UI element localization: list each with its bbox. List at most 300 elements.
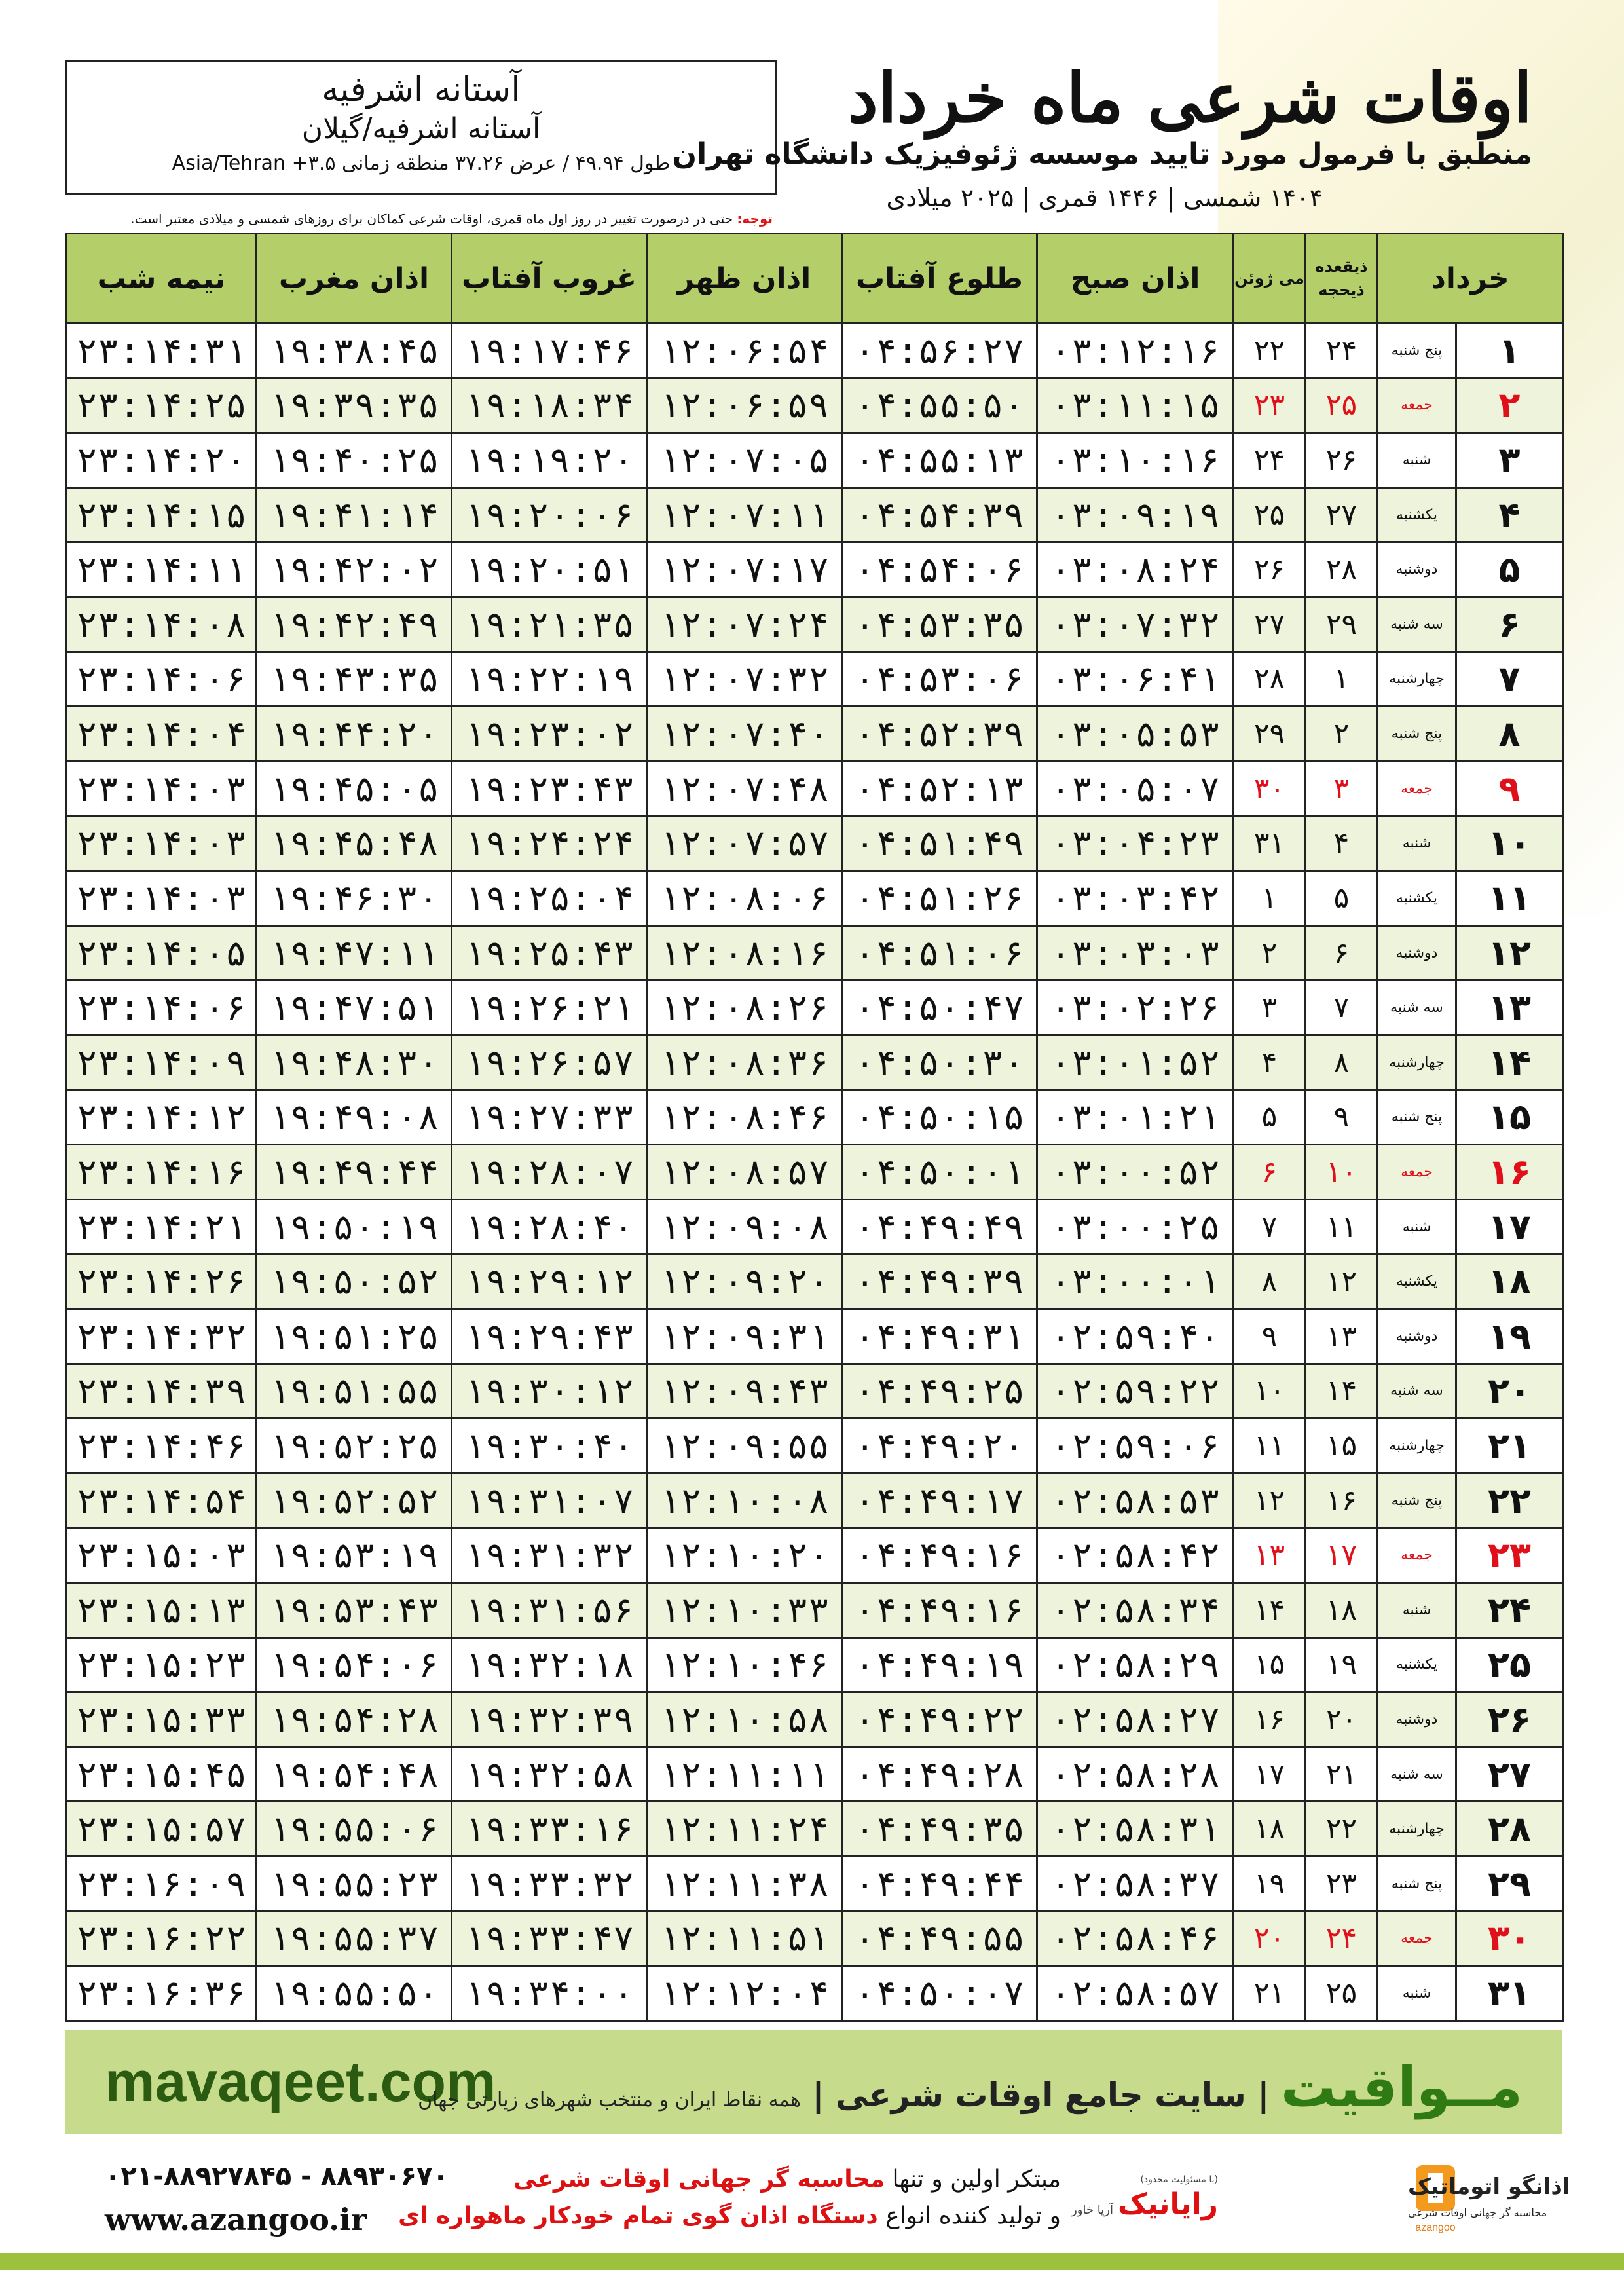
contact-phone: ۰۲۱-۸۸۹۲۷۸۴۵ - ۸۸۹۳۰۶۷۰ <box>105 2161 449 2191</box>
sunrise-cell: ۰۴:۴۹:۲۰ <box>842 1419 1037 1474</box>
greg-cell: ۱۷ <box>1234 1747 1306 1802</box>
weekday-cell: پنج شنبه <box>1378 1090 1456 1145</box>
logo-b-small: (با مسئولیت محدود) <box>1140 2174 1218 2185</box>
hijri-cell: ۱۶ <box>1306 1473 1378 1528</box>
sunrise-cell: ۰۴:۵۱:۲۶ <box>842 871 1037 926</box>
fajr-cell: ۰۲:۵۹:۲۲ <box>1037 1364 1234 1419</box>
dhuhr-cell: ۱۲:۰۶:۵۴ <box>647 324 842 379</box>
sunrise-cell: ۰۴:۵۶:۲۷ <box>842 324 1037 379</box>
sunrise-cell: ۰۴:۵۳:۰۶ <box>842 652 1037 707</box>
header-fajr: اذان صبح <box>1037 234 1234 324</box>
day-cell: ۳۰ <box>1456 1911 1563 1966</box>
midnight-cell: ۲۳:۱۴:۱۲ <box>67 1090 257 1145</box>
hijri-cell: ۲۸ <box>1306 542 1378 597</box>
sunset-cell: ۱۹:۲۳:۴۳ <box>452 761 647 816</box>
fajr-cell: ۰۳:۰۱:۵۲ <box>1037 1035 1234 1090</box>
hijri-cell: ۱۵ <box>1306 1419 1378 1474</box>
maghrib-cell: ۱۹:۴۵:۰۵ <box>257 761 452 816</box>
day-cell: ۱۷ <box>1456 1199 1563 1254</box>
day-cell: ۲۷ <box>1456 1747 1563 1802</box>
day-cell: ۱۲ <box>1456 925 1563 980</box>
greg-cell: ۱۱ <box>1234 1419 1306 1474</box>
prayer-times-table <box>65 233 1564 2022</box>
greg-cell: ۱ <box>1234 871 1306 926</box>
weekday-cell: جمعه <box>1378 1911 1456 1966</box>
weekday-cell: جمعه <box>1378 761 1456 816</box>
fajr-cell: ۰۲:۵۸:۲۸ <box>1037 1747 1234 1802</box>
weekday-cell: یکشنبه <box>1378 871 1456 926</box>
day-cell: ۲۴ <box>1456 1583 1563 1638</box>
hijri-cell: ۱۱ <box>1306 1199 1378 1254</box>
maghrib-cell: ۱۹:۵۱:۵۵ <box>257 1364 452 1419</box>
sunrise-cell: ۰۴:۴۹:۱۶ <box>842 1528 1037 1583</box>
greg-cell: ۲۶ <box>1234 542 1306 597</box>
sunset-cell: ۱۹:۲۶:۵۷ <box>452 1035 647 1090</box>
greg-cell: ۱۶ <box>1234 1692 1306 1747</box>
sunset-cell: ۱۹:۲۸:۰۷ <box>452 1145 647 1200</box>
footer-banner <box>65 2030 1562 2134</box>
hijri-cell: ۲۰ <box>1306 1692 1378 1747</box>
midnight-cell: ۲۳:۱۴:۲۶ <box>67 1254 257 1309</box>
day-cell: ۱۴ <box>1456 1035 1563 1090</box>
midnight-cell: ۲۳:۱۴:۱۱ <box>67 542 257 597</box>
table-row <box>67 1528 1563 1583</box>
sunrise-cell: ۰۴:۴۹:۱۶ <box>842 1583 1037 1638</box>
hijri-cell: ۵ <box>1306 871 1378 926</box>
sunrise-cell: ۰۴:۵۰:۰۷ <box>842 1966 1037 2021</box>
day-cell: ۱۸ <box>1456 1254 1563 1309</box>
hijri-cell: ۱۰ <box>1306 1145 1378 1200</box>
sunset-cell: ۱۹:۳۳:۱۶ <box>452 1802 647 1857</box>
sunset-cell: ۱۹:۳۳:۳۲ <box>452 1857 647 1912</box>
weekday-cell: چهارشنبه <box>1378 1419 1456 1474</box>
sunset-cell: ۱۹:۲۸:۴۰ <box>452 1199 647 1254</box>
sunrise-cell: ۰۴:۵۰:۰۱ <box>842 1145 1037 1200</box>
table-row <box>67 1747 1563 1802</box>
weekday-cell: شنبه <box>1378 1966 1456 2021</box>
maghrib-cell: ۱۹:۵۳:۱۹ <box>257 1528 452 1583</box>
maghrib-cell: ۱۹:۵۴:۴۸ <box>257 1747 452 1802</box>
header-hijri: ذیقعده ذیحجه <box>1306 234 1378 324</box>
sunset-cell: ۱۹:۲۲:۱۹ <box>452 652 647 707</box>
header-maghrib: اذان مغرب <box>257 234 452 324</box>
dhuhr-cell: ۱۲:۱۰:۳۳ <box>647 1583 842 1638</box>
promo-1a: مبتکر اولین و تنها <box>892 2166 1061 2193</box>
day-cell: ۱۶ <box>1456 1145 1563 1200</box>
sunset-cell: ۱۹:۲۴:۲۴ <box>452 816 647 871</box>
maghrib-cell: ۱۹:۴۱:۱۴ <box>257 487 452 542</box>
greg-cell: ۱۲ <box>1234 1473 1306 1528</box>
sunrise-cell: ۰۴:۴۹:۱۷ <box>842 1473 1037 1528</box>
greg-cell: ۲۲ <box>1234 324 1306 379</box>
maghrib-cell: ۱۹:۴۳:۳۵ <box>257 652 452 707</box>
maghrib-cell: ۱۹:۴۶:۳۰ <box>257 871 452 926</box>
header-month: خرداد <box>1378 234 1563 324</box>
table-row <box>67 1802 1563 1857</box>
maghrib-cell: ۱۹:۴۸:۳۰ <box>257 1035 452 1090</box>
midnight-cell: ۲۳:۱۴:۳۱ <box>67 324 257 379</box>
maghrib-cell: ۱۹:۴۴:۲۰ <box>257 707 452 762</box>
hijri-cell: ۴ <box>1306 816 1378 871</box>
greg-cell: ۳۱ <box>1234 816 1306 871</box>
maghrib-cell: ۱۹:۳۸:۴۵ <box>257 324 452 379</box>
table-row <box>67 871 1563 926</box>
maghrib-cell: ۱۹:۵۰:۵۲ <box>257 1254 452 1309</box>
day-cell: ۳ <box>1456 433 1563 488</box>
note-label: توجه: <box>737 211 773 227</box>
sunrise-cell: ۰۴:۴۹:۲۲ <box>842 1692 1037 1747</box>
greg-cell: ۲۷ <box>1234 597 1306 652</box>
weekday-cell: شنبه <box>1378 433 1456 488</box>
maghrib-cell: ۱۹:۴۵:۴۸ <box>257 816 452 871</box>
sunrise-cell: ۰۴:۵۵:۵۰ <box>842 378 1037 433</box>
greg-cell: ۹ <box>1234 1309 1306 1364</box>
table-row <box>67 1090 1563 1145</box>
midnight-cell: ۲۳:۱۴:۰۶ <box>67 652 257 707</box>
fajr-cell: ۰۲:۵۸:۳۴ <box>1037 1583 1234 1638</box>
weekday-cell: چهارشنبه <box>1378 1035 1456 1090</box>
greg-cell: ۳ <box>1234 980 1306 1035</box>
greg-cell: ۷ <box>1234 1199 1306 1254</box>
promo-2b: دستگاه اذان گوی تمام خودکار ماهواره ای <box>398 2203 878 2229</box>
sunrise-cell: ۰۴:۵۲:۱۳ <box>842 761 1037 816</box>
sunset-cell: ۱۹:۱۸:۳۴ <box>452 378 647 433</box>
weekday-cell: دوشنبه <box>1378 925 1456 980</box>
maghrib-cell: ۱۹:۵۵:۳۷ <box>257 1911 452 1966</box>
midnight-cell: ۲۳:۱۴:۰۸ <box>67 597 257 652</box>
maghrib-cell: ۱۹:۴۷:۱۱ <box>257 925 452 980</box>
dhuhr-cell: ۱۲:۰۷:۱۷ <box>647 542 842 597</box>
greg-cell: ۲۸ <box>1234 652 1306 707</box>
logo-b-text: رایانیک <box>1118 2187 1218 2221</box>
sunset-cell: ۱۹:۲۷:۳۳ <box>452 1090 647 1145</box>
logo-b-sub: آریا خاور <box>1071 2203 1113 2217</box>
sunset-cell: ۱۹:۳۰:۱۲ <box>452 1364 647 1419</box>
greg-cell: ۱۰ <box>1234 1364 1306 1419</box>
hijri-cell: ۲۵ <box>1306 1966 1378 2021</box>
weekday-cell: سه شنبه <box>1378 1747 1456 1802</box>
table-row <box>67 1473 1563 1528</box>
hijri-cell: ۲۴ <box>1306 1911 1378 1966</box>
maghrib-cell: ۱۹:۳۹:۳۵ <box>257 378 452 433</box>
midnight-cell: ۲۳:۱۴:۰۵ <box>67 925 257 980</box>
table-row <box>67 1583 1563 1638</box>
sunset-cell: ۱۹:۳۱:۳۲ <box>452 1528 647 1583</box>
logo-a-small: azangoo <box>1415 2222 1456 2233</box>
sunrise-cell: ۰۴:۴۹:۲۵ <box>842 1364 1037 1419</box>
maghrib-cell: ۱۹:۵۵:۲۳ <box>257 1857 452 1912</box>
sunrise-cell: ۰۴:۴۹:۳۱ <box>842 1309 1037 1364</box>
dhuhr-cell: ۱۲:۰۹:۰۸ <box>647 1199 842 1254</box>
dhuhr-cell: ۱۲:۱۱:۵۱ <box>647 1911 842 1966</box>
dhuhr-cell: ۱۲:۱۱:۲۴ <box>647 1802 842 1857</box>
maghrib-cell: ۱۹:۵۱:۲۵ <box>257 1309 452 1364</box>
maghrib-cell: ۱۹:۴۲:۴۹ <box>257 597 452 652</box>
midnight-cell: ۲۳:۱۴:۰۳ <box>67 761 257 816</box>
hijri-cell: ۱۷ <box>1306 1528 1378 1583</box>
sunset-cell: ۱۹:۲۰:۰۶ <box>452 487 647 542</box>
day-cell: ۱ <box>1456 324 1563 379</box>
header-sunrise: طلوع آفتاب <box>842 234 1037 324</box>
fajr-cell: ۰۳:۰۸:۲۴ <box>1037 542 1234 597</box>
day-cell: ۲۸ <box>1456 1802 1563 1857</box>
sunset-cell: ۱۹:۱۹:۲۰ <box>452 433 647 488</box>
day-cell: ۱۱ <box>1456 871 1563 926</box>
fajr-cell: ۰۳:۰۰:۰۱ <box>1037 1254 1234 1309</box>
midnight-cell: ۲۳:۱۵:۰۳ <box>67 1528 257 1583</box>
midnight-cell: ۲۳:۱۴:۳۹ <box>67 1364 257 1419</box>
greg-cell: ۳۰ <box>1234 761 1306 816</box>
sunrise-cell: ۰۴:۵۱:۰۶ <box>842 925 1037 980</box>
date-line: ۱۴۰۴ شمسی | ۱۴۴۶ قمری | ۲۰۲۵ میلادی <box>886 183 1323 212</box>
weekday-cell: یکشنبه <box>1378 487 1456 542</box>
table-row <box>67 925 1563 980</box>
day-cell: ۹ <box>1456 761 1563 816</box>
weekday-cell: چهارشنبه <box>1378 1802 1456 1857</box>
midnight-cell: ۲۳:۱۴:۴۶ <box>67 1419 257 1474</box>
location-coords: طول ۴۹.۹۴ / عرض ۳۷.۲۶ منطقه زمانی ۳.۵+ Asia/Tehran <box>172 152 671 175</box>
table-row <box>67 1637 1563 1692</box>
site-link[interactable]: mavaqeet.com <box>105 2051 496 2113</box>
promo-1b: محاسبه گر جهانی اوقات شرعی <box>513 2166 885 2193</box>
header-sunset: غروب آفتاب <box>452 234 647 324</box>
header-greg: می ژوئن <box>1234 234 1306 324</box>
midnight-cell: ۲۳:۱۴:۱۵ <box>67 487 257 542</box>
day-cell: ۲۵ <box>1456 1637 1563 1692</box>
day-cell: ۱۰ <box>1456 816 1563 871</box>
dhuhr-cell: ۱۲:۱۰:۵۸ <box>647 1692 842 1747</box>
midnight-cell: ۲۳:۱۴:۲۵ <box>67 378 257 433</box>
hijri-cell: ۲۹ <box>1306 597 1378 652</box>
fajr-cell: ۰۲:۵۸:۴۶ <box>1037 1911 1234 1966</box>
day-cell: ۲ <box>1456 378 1563 433</box>
page-subtitle: منطبق با فرمول مورد تایید موسسه ژئوفیزیک دانشگاه تهران <box>672 138 1532 171</box>
day-cell: ۳۱ <box>1456 1966 1563 2021</box>
sunset-cell: ۱۹:۲۵:۰۴ <box>452 871 647 926</box>
midnight-cell: ۲۳:۱۴:۰۶ <box>67 980 257 1035</box>
bottom-bar <box>0 2253 1624 2270</box>
weekday-cell: پنج شنبه <box>1378 1857 1456 1912</box>
greg-cell: ۱۴ <box>1234 1583 1306 1638</box>
sunset-cell: ۱۹:۲۵:۴۳ <box>452 925 647 980</box>
fajr-cell: ۰۲:۵۹:۰۶ <box>1037 1419 1234 1474</box>
weekday-cell: یکشنبه <box>1378 1637 1456 1692</box>
day-cell: ۸ <box>1456 707 1563 762</box>
midnight-cell: ۲۳:۱۵:۲۳ <box>67 1637 257 1692</box>
weekday-cell: دوشنبه <box>1378 1692 1456 1747</box>
day-cell: ۲۹ <box>1456 1857 1563 1912</box>
dhuhr-cell: ۱۲:۱۱:۳۸ <box>647 1857 842 1912</box>
fajr-cell: ۰۳:۰۵:۵۳ <box>1037 707 1234 762</box>
dhuhr-cell: ۱۲:۰۷:۱۱ <box>647 487 842 542</box>
dhuhr-cell: ۱۲:۰۸:۰۶ <box>647 871 842 926</box>
weekday-cell: سه شنبه <box>1378 980 1456 1035</box>
day-cell: ۱۵ <box>1456 1090 1563 1145</box>
sunset-cell: ۱۹:۳۱:۰۷ <box>452 1473 647 1528</box>
table-row <box>67 378 1563 433</box>
midnight-cell: ۲۳:۱۴:۲۱ <box>67 1199 257 1254</box>
table-row <box>67 1692 1563 1747</box>
rayanik-logo <box>1071 2159 1231 2237</box>
sunrise-cell: ۰۴:۵۱:۴۹ <box>842 816 1037 871</box>
sunrise-cell: ۰۴:۵۲:۳۹ <box>842 707 1037 762</box>
greg-cell: ۲۰ <box>1234 1911 1306 1966</box>
sunrise-cell: ۰۴:۴۹:۳۵ <box>842 1802 1037 1857</box>
greg-cell: ۱۹ <box>1234 1857 1306 1912</box>
greg-cell: ۶ <box>1234 1145 1306 1200</box>
weekday-cell: سه شنبه <box>1378 597 1456 652</box>
weekday-cell: دوشنبه <box>1378 1309 1456 1364</box>
dhuhr-cell: ۱۲:۰۷:۲۴ <box>647 597 842 652</box>
fajr-cell: ۰۲:۵۸:۵۳ <box>1037 1473 1234 1528</box>
midnight-cell: ۲۳:۱۴:۲۰ <box>67 433 257 488</box>
sunrise-cell: ۰۴:۴۹:۲۸ <box>842 1747 1037 1802</box>
hijri-cell: ۲ <box>1306 707 1378 762</box>
dhuhr-cell: ۱۲:۰۹:۳۱ <box>647 1309 842 1364</box>
sunset-cell: ۱۹:۳۲:۳۹ <box>452 1692 647 1747</box>
midnight-cell: ۲۳:۱۶:۲۲ <box>67 1911 257 1966</box>
dhuhr-cell: ۱۲:۰۸:۲۶ <box>647 980 842 1035</box>
midnight-cell: ۲۳:۱۴:۰۴ <box>67 707 257 762</box>
fajr-cell: ۰۲:۵۸:۳۷ <box>1037 1857 1234 1912</box>
dhuhr-cell: ۱۲:۰۸:۵۷ <box>647 1145 842 1200</box>
sunset-cell: ۱۹:۲۹:۴۳ <box>452 1309 647 1364</box>
sunrise-cell: ۰۴:۵۳:۳۵ <box>842 597 1037 652</box>
day-cell: ۶ <box>1456 597 1563 652</box>
fajr-cell: ۰۲:۵۸:۳۱ <box>1037 1802 1234 1857</box>
midnight-cell: ۲۳:۱۶:۰۹ <box>67 1857 257 1912</box>
dhuhr-cell: ۱۲:۰۷:۳۲ <box>647 652 842 707</box>
maghrib-cell: ۱۹:۵۳:۴۳ <box>257 1583 452 1638</box>
midnight-cell: ۲۳:۱۴:۰۹ <box>67 1035 257 1090</box>
table-row <box>67 1199 1563 1254</box>
day-cell: ۲۰ <box>1456 1364 1563 1419</box>
maghrib-cell: ۱۹:۵۴:۰۶ <box>257 1637 452 1692</box>
weekday-cell: جمعه <box>1378 1528 1456 1583</box>
brand-slogan: مــواقیت | سایت جامع اوقات شرعی | همه نقاط ایران و منتخب شهرهای زیارتی جهان <box>418 2055 1522 2119</box>
fajr-cell: ۰۳:۰۴:۲۳ <box>1037 816 1234 871</box>
weekday-cell: یکشنبه <box>1378 1254 1456 1309</box>
slogan-desc: همه نقاط ایران و منتخب شهرهای زیارتی جهان <box>418 2089 801 2112</box>
fajr-cell: ۰۳:۰۷:۳۲ <box>1037 597 1234 652</box>
table-row <box>67 487 1563 542</box>
header-midnight: نیمه شب <box>67 234 257 324</box>
sunset-cell: ۱۹:۳۴:۰۰ <box>452 1966 647 2021</box>
dhuhr-cell: ۱۲:۰۷:۵۷ <box>647 816 842 871</box>
contact-website[interactable]: www.azangoo.ir <box>105 2202 367 2237</box>
table-row <box>67 1145 1563 1200</box>
sunset-cell: ۱۹:۲۰:۵۱ <box>452 542 647 597</box>
dhuhr-cell: ۱۲:۰۷:۰۵ <box>647 433 842 488</box>
weekday-cell: پنج شنبه <box>1378 707 1456 762</box>
midnight-cell: ۲۳:۱۴:۳۲ <box>67 1309 257 1364</box>
table-row <box>67 1419 1563 1474</box>
table-row <box>67 1254 1563 1309</box>
fajr-cell: ۰۲:۵۸:۲۹ <box>1037 1637 1234 1692</box>
hijri-cell: ۱۳ <box>1306 1309 1378 1364</box>
dhuhr-cell: ۱۲:۰۸:۱۶ <box>647 925 842 980</box>
sunrise-cell: ۰۴:۵۵:۱۳ <box>842 433 1037 488</box>
table-row <box>67 761 1563 816</box>
dhuhr-cell: ۱۲:۱۲:۰۴ <box>647 1966 842 2021</box>
greg-cell: ۲۹ <box>1234 707 1306 762</box>
dhuhr-cell: ۱۲:۰۸:۳۶ <box>647 1035 842 1090</box>
sunset-cell: ۱۹:۲۳:۰۲ <box>452 707 647 762</box>
hijri-cell: ۶ <box>1306 925 1378 980</box>
table-row <box>67 980 1563 1035</box>
sunset-cell: ۱۹:۲۶:۲۱ <box>452 980 647 1035</box>
hijri-cell: ۲۷ <box>1306 487 1378 542</box>
maghrib-cell: ۱۹:۴۲:۰۲ <box>257 542 452 597</box>
weekday-cell: پنج شنبه <box>1378 324 1456 379</box>
sunrise-cell: ۰۴:۴۹:۴۹ <box>842 1199 1037 1254</box>
maghrib-cell: ۱۹:۵۰:۱۹ <box>257 1199 452 1254</box>
table-row <box>67 1309 1563 1364</box>
fajr-cell: ۰۳:۱۰:۱۶ <box>1037 433 1234 488</box>
weekday-cell: شنبه <box>1378 816 1456 871</box>
midnight-cell: ۲۳:۱۵:۴۵ <box>67 1747 257 1802</box>
dhuhr-cell: ۱۲:۰۷:۴۰ <box>647 707 842 762</box>
weekday-cell: پنج شنبه <box>1378 1473 1456 1528</box>
midnight-cell: ۲۳:۱۶:۳۶ <box>67 1966 257 2021</box>
hijri-cell: ۹ <box>1306 1090 1378 1145</box>
weekday-cell: سه شنبه <box>1378 1364 1456 1419</box>
fajr-cell: ۰۳:۱۱:۱۵ <box>1037 378 1234 433</box>
dhuhr-cell: ۱۲:۰۶:۵۹ <box>647 378 842 433</box>
day-cell: ۲۱ <box>1456 1419 1563 1474</box>
sunrise-cell: ۰۴:۵۰:۳۰ <box>842 1035 1037 1090</box>
note-text: حتی در درصورت تغییر در روز اول ماه قمری، اوقات شرعی کماکان برای روزهای شمسی و میلادی معتبر است. <box>130 211 733 227</box>
dhuhr-cell: ۱۲:۰۸:۴۶ <box>647 1090 842 1145</box>
greg-cell: ۸ <box>1234 1254 1306 1309</box>
dhuhr-cell: ۱۲:۱۰:۲۰ <box>647 1528 842 1583</box>
table-row <box>67 542 1563 597</box>
day-cell: ۷ <box>1456 652 1563 707</box>
hijri-cell: ۲۵ <box>1306 378 1378 433</box>
fajr-cell: ۰۳:۰۵:۰۷ <box>1037 761 1234 816</box>
fajr-cell: ۰۳:۰۰:۲۵ <box>1037 1199 1234 1254</box>
maghrib-cell: ۱۹:۵۲:۲۵ <box>257 1419 452 1474</box>
table-row <box>67 433 1563 488</box>
weekday-cell: شنبه <box>1378 1199 1456 1254</box>
fajr-cell: ۰۲:۵۸:۲۷ <box>1037 1692 1234 1747</box>
midnight-cell: ۲۳:۱۵:۵۷ <box>67 1802 257 1857</box>
table-row <box>67 1911 1563 1966</box>
weekday-cell: دوشنبه <box>1378 542 1456 597</box>
dhuhr-cell: ۱۲:۱۱:۱۱ <box>647 1747 842 1802</box>
maghrib-cell: ۱۹:۴۹:۴۴ <box>257 1145 452 1200</box>
day-cell: ۴ <box>1456 487 1563 542</box>
hijri-cell: ۸ <box>1306 1035 1378 1090</box>
logo-a-text: اذانگو اتوماتیک <box>1408 2174 1570 2200</box>
sunrise-cell: ۰۴:۵۰:۴۷ <box>842 980 1037 1035</box>
fajr-cell: ۰۳:۰۹:۱۹ <box>1037 487 1234 542</box>
header-dhuhr: اذان ظهر <box>647 234 842 324</box>
location-title: آستانه اشرفیه <box>322 70 521 109</box>
weekday-cell: جمعه <box>1378 378 1456 433</box>
hijri-cell: ۱۸ <box>1306 1583 1378 1638</box>
hijri-cell: ۲۶ <box>1306 433 1378 488</box>
fajr-cell: ۰۲:۵۸:۵۷ <box>1037 1966 1234 2021</box>
note <box>130 211 773 227</box>
fajr-cell: ۰۳:۰۰:۵۲ <box>1037 1145 1234 1200</box>
greg-cell: ۲۴ <box>1234 433 1306 488</box>
day-cell: ۲۳ <box>1456 1528 1563 1583</box>
day-cell: ۱۳ <box>1456 980 1563 1035</box>
greg-cell: ۲۱ <box>1234 1966 1306 2021</box>
hijri-cell: ۲۱ <box>1306 1747 1378 1802</box>
sunrise-cell: ۰۴:۴۹:۵۵ <box>842 1911 1037 1966</box>
